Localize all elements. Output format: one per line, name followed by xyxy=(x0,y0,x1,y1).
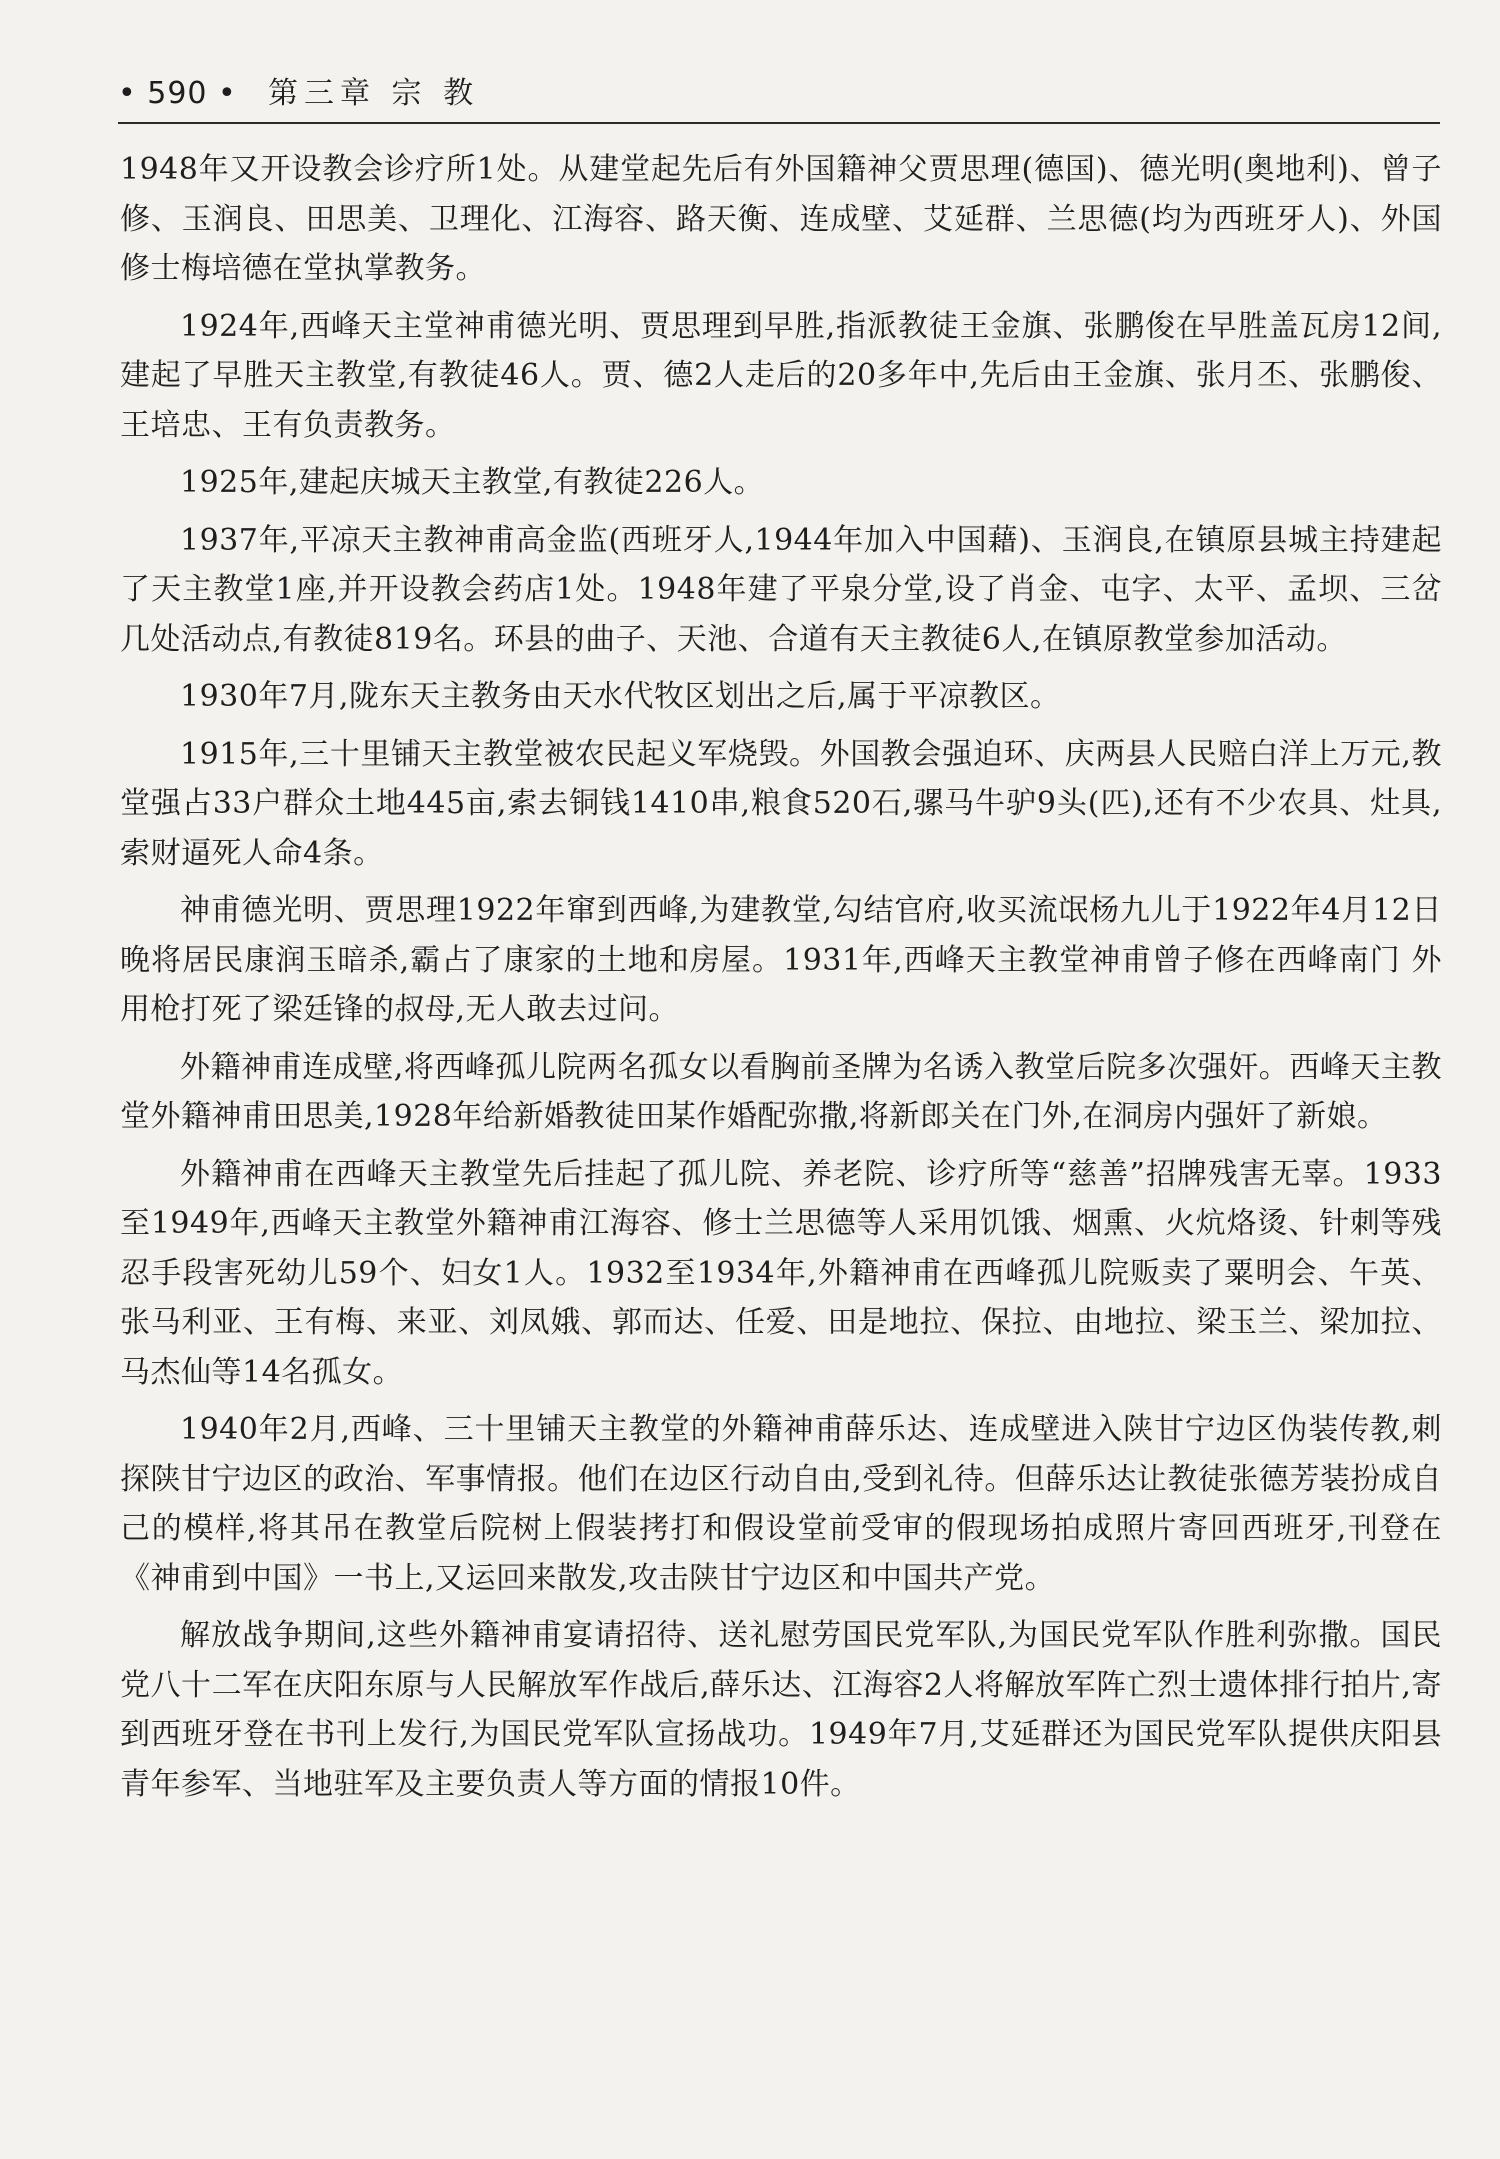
body-text xyxy=(120,145,1442,1817)
page-number: • 590 • xyxy=(118,76,237,111)
chapter-title: 第三章 宗 教 xyxy=(268,76,480,111)
paragraph-4: 1937年,平凉天主教神甫高金监(西班牙人,1944年加入中国藉)、玉润良,在镇原县城主持建起了天主教堂1座,并开设教会药店1处。1948年建了平泉分堂,设了肖金、屯字、太平、孟坝、三岔几处活动点,有教徒819名。环县的曲子、天池、合道有天主教徒6人,在镇原教堂参加活动。 xyxy=(120,522,1442,657)
paragraph-3: 1925年,建起庆城天主教堂,有教徒226人。 xyxy=(180,465,765,500)
paragraph-1: 1948年又开设教会诊疗所1处。从建堂起先后有外国籍神父贾思理(德国)、德光明(奥地利)、曾子修、玉润良、田思美、卫理化、江海容、路天衡、连成壁、艾延群、兰思德(均为西班牙人)、外国修士梅培德在堂执掌教务。 xyxy=(120,152,1442,286)
paragraph-2: 1924年,西峰天主堂神甫德光明、贾思理到早胜,指派教徒王金旗、张鹏俊在早胜盖瓦房12间,建起了早胜天主教堂,有教徒46人。贾、德2人走后的20多年中,先后由王金旗、张月丕、张鹏俊、王培忠、王有负责教务。 xyxy=(120,308,1442,443)
header-rule xyxy=(118,122,1440,124)
paragraph-11: 解放战争期间,这些外籍神甫宴请招待、送礼慰劳国民党军队,为国民党军队作胜利弥撒。国民党八十二军在庆阳东原与人民解放军作战后,薛乐达、江海容2人将解放军阵亡烈士遗体排行拍片,寄到西班牙登在书刊上发行,为国民党军队宣扬战功。1949年7月,艾延群还为国民党军队提供庆阳县青年参军、当地驻军及主要负责人等方面的情报10件。 xyxy=(120,1618,1442,1802)
paragraph-6: 1915年,三十里铺天主教堂被农民起义军烧毁。外国教会强迫环、庆两县人民赔白洋上万元,教堂强占33户群众土地445亩,索去铜钱1410串,粮食520石,骡马牛驴9头(匹),还有不少农具、灶具,索财逼死人命4条。 xyxy=(120,736,1442,871)
paragraph-7: 神甫德光明、贾思理1922年窜到西峰,为建教堂,勾结官府,收买流氓杨九儿于1922年4月12日晚将居民康润玉暗杀,霸占了康家的土地和房屋。1931年,西峰天主教堂神甫曾子修在西峰南门 外用枪打死了梁廷锋的叔母,无人敢去过问。 xyxy=(120,893,1442,1027)
paragraph-10: 1940年2月,西峰、三十里铺天主教堂的外籍神甫薛乐达、连成壁进入陕甘宁边区伪装传教,刺探陕甘宁边区的政治、军事情报。他们在边区行动自由,受到礼待。但薛乐达让教徒张德芳装扮成自己的模样,将其吊在教堂后院树上假装拷打和假设堂前受审的假现场拍成照片寄回西班牙,刊登在《神甫到中国》一书上,又运回来散发,攻击陕甘宁边区和中国共产党。 xyxy=(120,1412,1442,1596)
paragraph-5: 1930年7月,陇东天主教务由天水代牧区划出之后,属于平凉教区。 xyxy=(180,679,1061,714)
paragraph-8: 外籍神甫连成壁,将西峰孤儿院两名孤女以看胸前圣牌为名诱入教堂后院多次强奸。西峰天主教堂外籍神甫田思美,1928年给新婚教徒田某作婚配弥撒,将新郎关在门外,在洞房内强奸了新娘。 xyxy=(120,1049,1442,1134)
running-head xyxy=(118,68,1440,120)
paragraph-9: 外籍神甫在西峰天主教堂先后挂起了孤儿院、养老院、诊疗所等“慈善”招牌残害无辜。1933至1949年,西峰天主教堂外籍神甫江海容、修士兰思德等人采用饥饿、烟熏、火炕烙烫、针刺等残忍手段害死幼儿59个、妇女1人。1932至1934年,外籍神甫在西峰孤儿院贩卖了粟明会、午英、张马利亚、王有梅、来亚、刘凤娥、郭而达、任爱、田是地拉、保拉、由地拉、梁玉兰、梁加拉、马杰仙等14名孤女。 xyxy=(120,1156,1442,1390)
